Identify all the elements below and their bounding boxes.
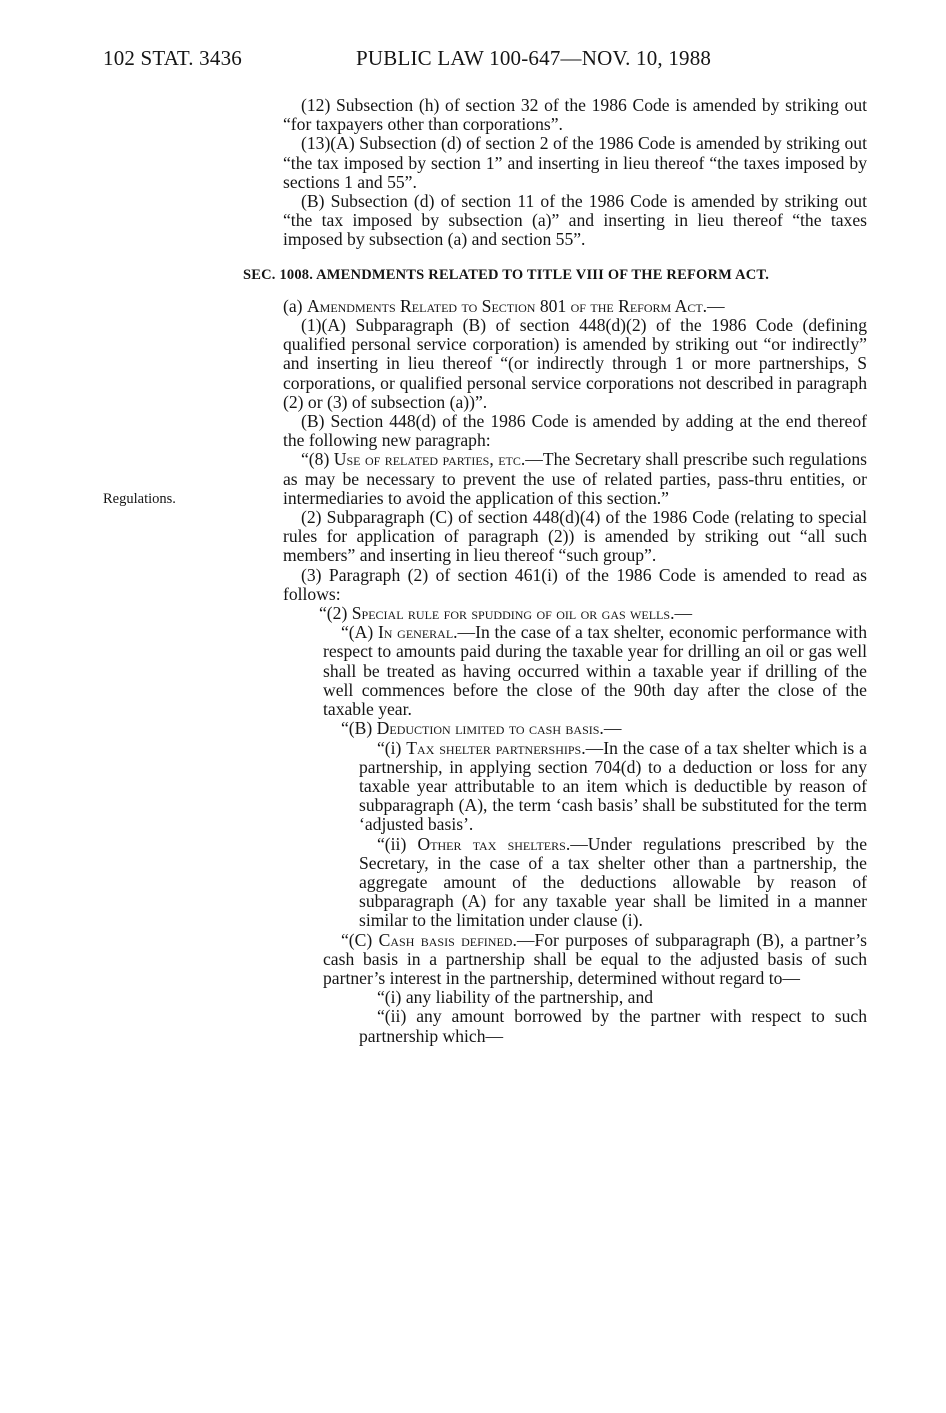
statute-body [243, 95, 867, 1046]
quoted-clause-b-ii: “(ii) Other tax shelters.—Under regulations prescribed by the Secretary, in the case of a tax shelter other than a partnership, the aggregate amount of the deductions allowable by reason of subparagraph (A) for any taxable year shall be limited in a manner similar to the limitation under clause (i). [359, 833, 867, 931]
quoted-clause-b-i: “(i) Tax shelter partnerships.—In the case of a tax shelter which is a partnership, in applying section 704(d) to a deduction or loss for any taxable year attributable to an item which is deductible by reason of subparagraph (A), the term ‘cash basis’ shall be substituted for the term ‘adjusted basis’. [359, 737, 867, 835]
quoted-subparagraph-b-heading: “(B) Deduction limited to cash basis.— [341, 718, 622, 739]
quoted-subparagraph-a: “(A) In general.—In the case of a tax shelter, economic performance with respect to amounts paid during the taxable year for drilling an oil or gas well shall be treated as having occurred within a taxable year if drilling of the well commences before the close of the 90th day after the close of the taxable year. [323, 622, 867, 720]
quoted-paragraph-2-heading: “(2) Special rule for spudding of oil or gas wells.— [319, 603, 693, 624]
paragraph-1b: (B) Section 448(d) of the 1986 Code is amended by adding at the end thereof the following new paragraph: [283, 411, 867, 451]
paragraph-2: (2) Subparagraph (C) of section 448(d)(4) of the 1986 Code (relating to special rules for application of paragraph (2)) is amended by striking out “all such members” and inserting in lieu thereof “such group”. [283, 507, 867, 566]
paragraph-1a: (1)(A) Subparagraph (B) of section 448(d)(2) of the 1986 Code (defining qualified personal service corporation) is amended by striking out “or indirectly” and inserting in lieu thereof “(or indirectly through 1 or more partnerships, S corporations, or qualified personal service corporations not described in paragraph (2) or (3) of subsection (a))”. [283, 315, 867, 412]
paragraph-8: “(8) Use of related parties, etc.—The Secretary shall prescribe such regulations as may be necessary to prevent the use of related parties, pass-thru entities, or intermediaries to avoid the application of this section.” [283, 449, 867, 508]
margin-note-regulations: Regulations. [103, 491, 176, 507]
paragraph-13b: (B) Subsection (d) of section 11 of the 1986 Code is amended by striking out “the tax imposed by subsection (a)” and inserting in lieu thereof “the taxes imposed by subsection (a) and section 55”. [283, 191, 867, 250]
quoted-clause-c-ii: “(ii) any amount borrowed by the partner with respect to such partnership which— [359, 1006, 867, 1046]
paragraph-13a: (13)(A) Subsection (d) of section 2 of the 1986 Code is amended by striking out “the tax imposed by section 1” and inserting in lieu thereof “the taxes imposed by sections 1 and 55”. [283, 133, 867, 192]
quoted-subparagraph-c: “(C) Cash basis defined.—For purposes of subparagraph (B), a partner’s cash basis in a partnership shall be equal to the adjusted basis of such partner’s interest in the partnership, determined without regard to— [323, 929, 867, 988]
paragraph-12: (12) Subsection (h) of section 32 of the 1986 Code is amended by striking out “for taxpayers other than corporations”. [283, 95, 867, 135]
stat-reference: 102 STAT. 3436 [103, 46, 242, 70]
public-law-reference: PUBLIC LAW 100-647—NOV. 10, 1988 [356, 46, 712, 70]
subsection-a-heading: (a) Amendments Related to Section 801 of the Reform Act.— [283, 295, 725, 316]
paragraph-3: (3) Paragraph (2) of section 461(i) of the 1986 Code is amended to read as follows: [283, 564, 867, 604]
section-heading: SEC. 1008. AMENDMENTS RELATED TO TITLE VIII OF THE REFORM ACT. [243, 266, 770, 283]
page-header [0, 46, 946, 76]
quoted-clause-c-i: “(i) any liability of the partnership, and [377, 987, 654, 1008]
